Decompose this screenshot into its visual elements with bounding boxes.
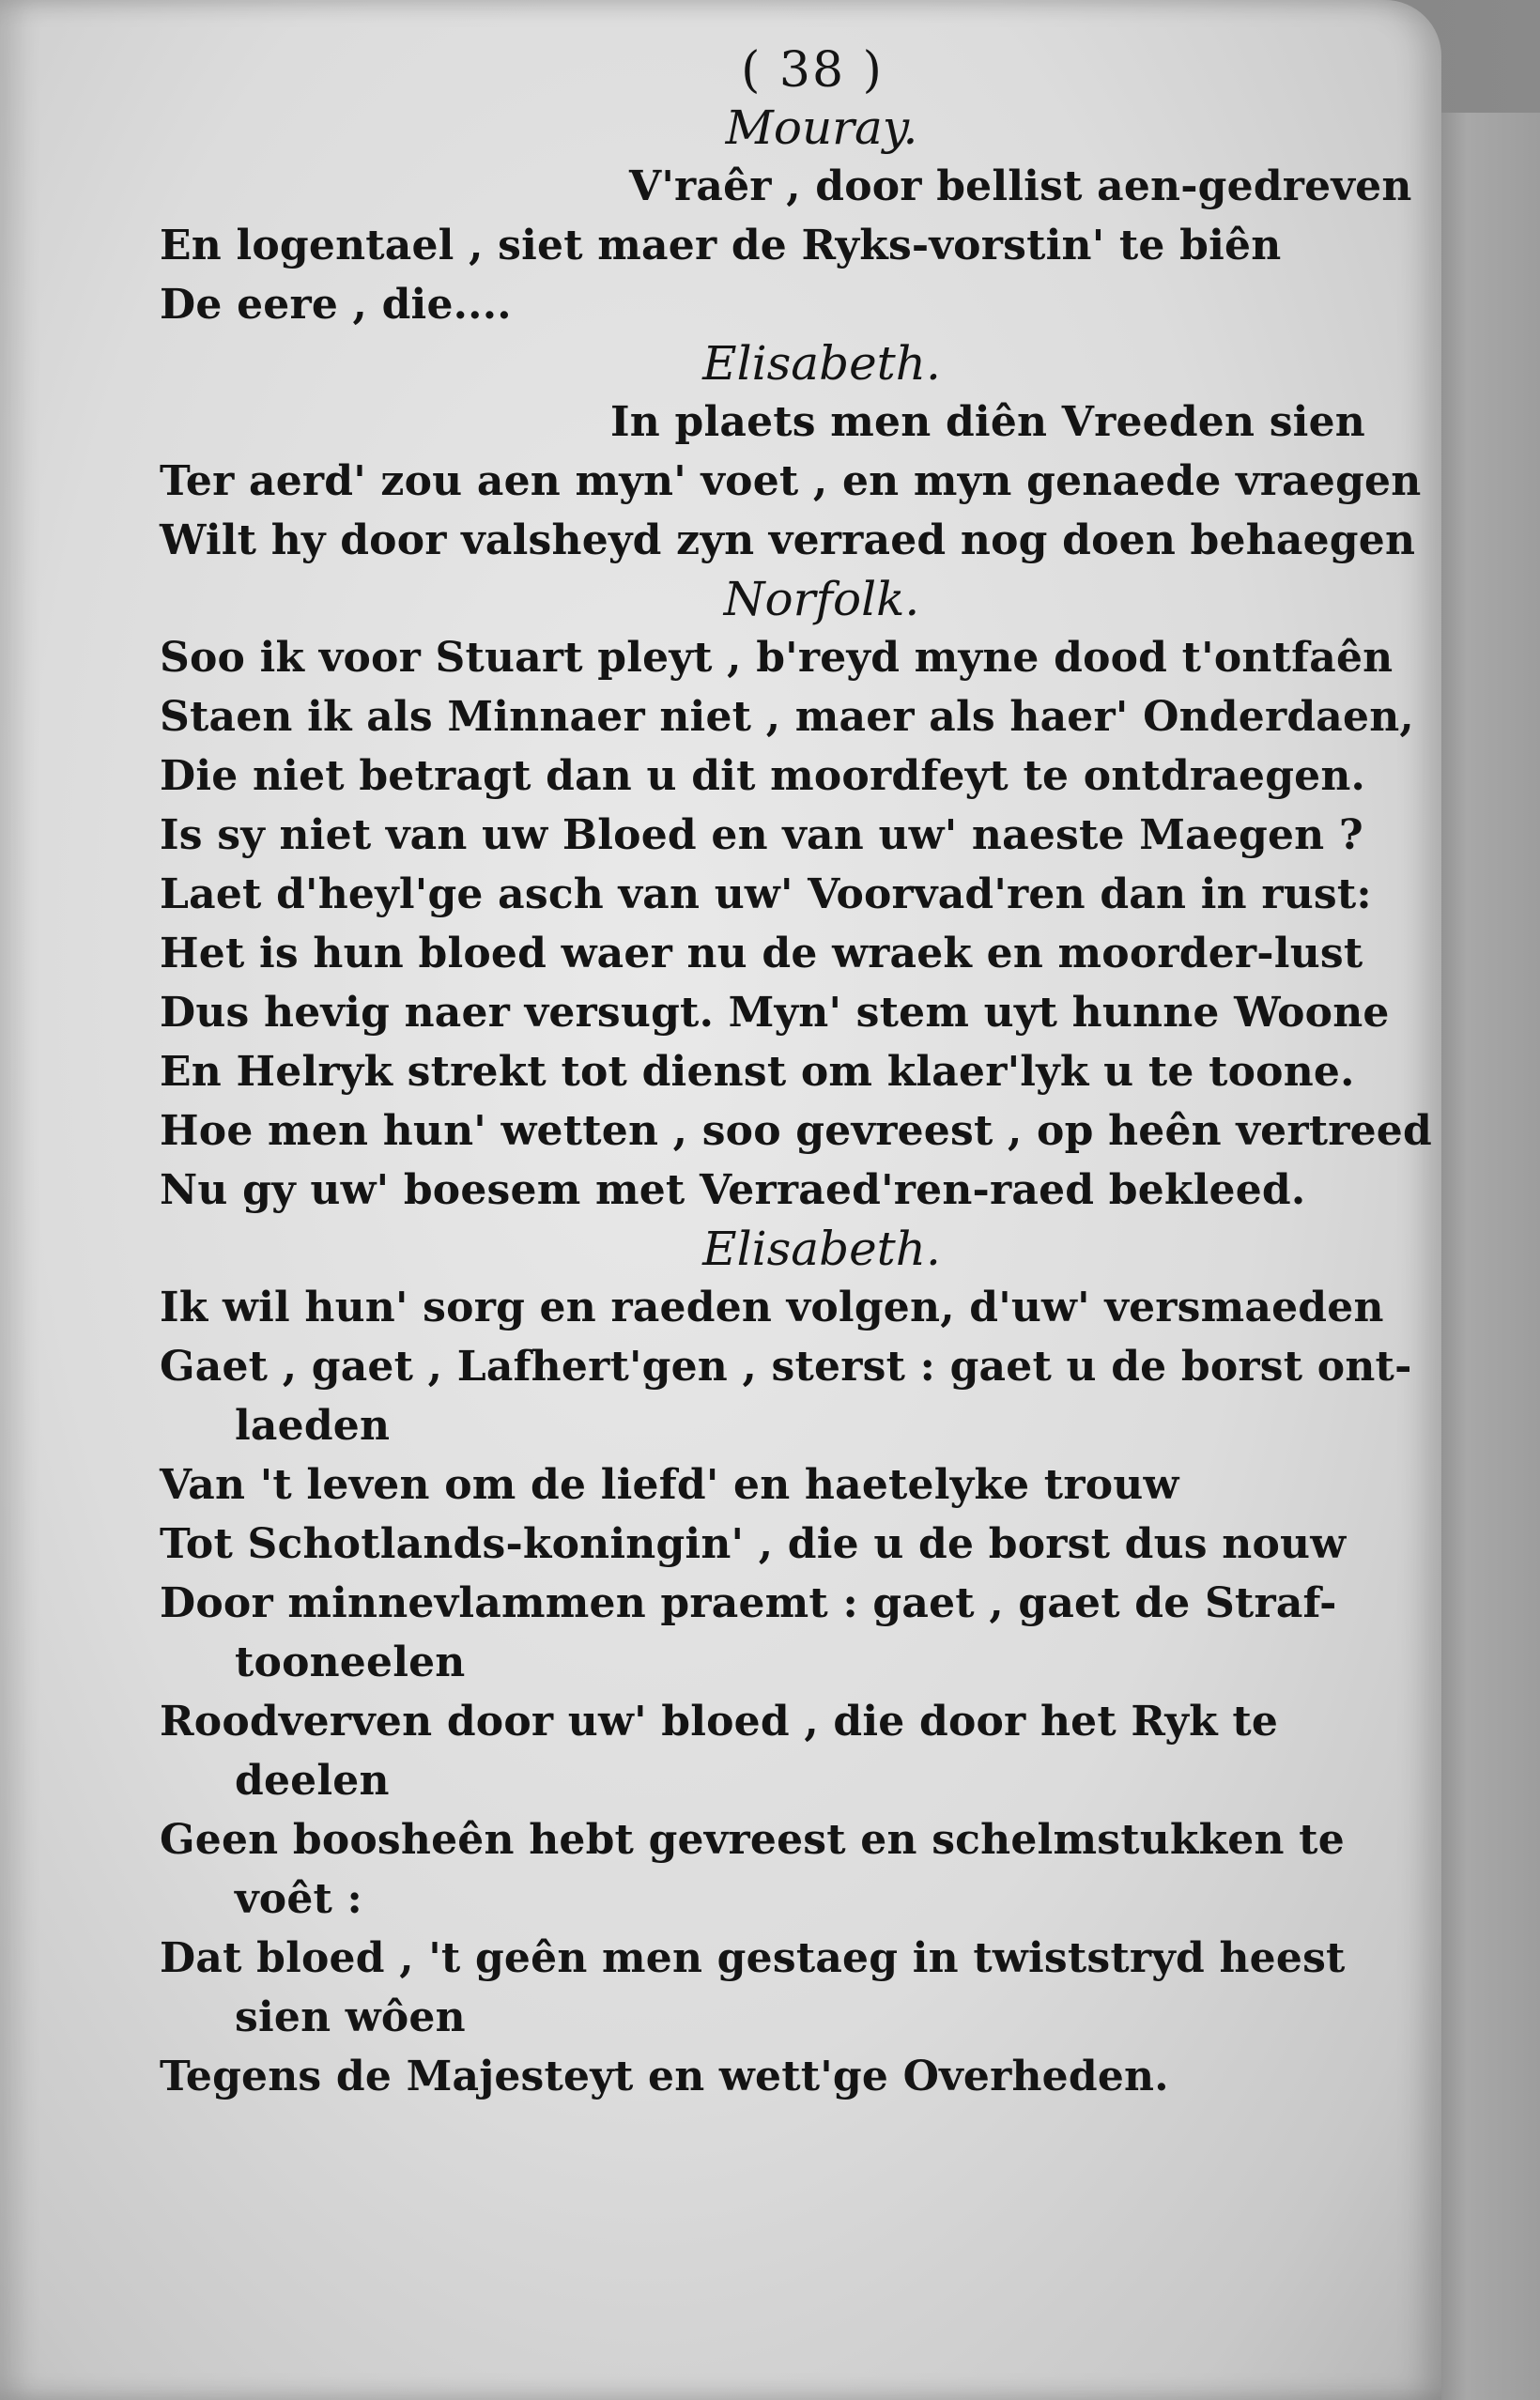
- verse-line: Staen ik als Minnaer niet , maer als haer' Onderdaen,: [160, 693, 1414, 741]
- verse-line: sien wôen: [235, 1993, 466, 2041]
- verse-line: deelen: [235, 1757, 390, 1805]
- verse-line: De eere , die....: [160, 281, 512, 329]
- verse-line: In plaets men diên Vreeden sien: [610, 398, 1365, 446]
- verse-line: Het is hun bloed waer nu de wraek en moorder-lust: [160, 930, 1363, 977]
- verse-line: En logentael , siet maer de Ryks-vorstin' te biên: [160, 222, 1282, 269]
- verse-line: Nu gy uw' boesem met Verraed'ren-raed bekleed.: [160, 1166, 1306, 1214]
- verse-line: V'raêr , door bellist aen-gedreven: [629, 162, 1412, 210]
- verse-line: Gaet , gaet , Lafhert'gen , sterst : gaet u de borst ont-: [160, 1343, 1412, 1391]
- speech-block: [160, 99, 1412, 334]
- dialogue-blocks: [160, 99, 1432, 2106]
- verse-line: Soo ik voor Stuart pleyt , b'reyd myne dood t'ontfaên: [160, 634, 1394, 682]
- verse-line: Hoe men hun' wetten , soo gevreest , op heên vertreed: [160, 1107, 1432, 1155]
- verse-line: Laet d'heyl'ge asch van uw' Voorvad'ren dan in rust:: [160, 870, 1372, 918]
- page-number: ( 38 ): [741, 42, 884, 99]
- verse-line: Geen boosheên hebt gevreest en schelmstukken te: [160, 1816, 1345, 1864]
- page-text: [160, 42, 1432, 2106]
- verse-line: Wilt hy door valsheyd zyn verraed nog doen behaegen: [160, 516, 1416, 564]
- speaker-name: Elisabeth.: [702, 336, 941, 391]
- speaker-name: Elisabeth.: [702, 1222, 941, 1276]
- verse-line: Dus hevig naer versugt. Myn' stem uyt hunne Woone: [160, 989, 1390, 1037]
- speaker-name: Norfolk.: [723, 572, 920, 626]
- speech-block: [160, 1220, 1412, 2106]
- verse-line: Is sy niet van uw Bloed en van uw' naeste Maegen ?: [160, 811, 1363, 859]
- verse-line: Dat bloed , 't geên men gestaeg in twiststryd heest: [160, 1934, 1346, 1982]
- verse-line: Door minnevlammen praemt : gaet , gaet de Straf-: [160, 1579, 1337, 1627]
- verse-line: Ik wil hun' sorg en raeden volgen, d'uw' versmaeden: [160, 1284, 1384, 1331]
- speech-block: [160, 334, 1422, 570]
- verse-line: Roodverven door uw' bloed , die door het Ryk te: [160, 1698, 1279, 1746]
- speaker-name: Mouray.: [725, 100, 918, 155]
- right-page-edge: [1427, 113, 1540, 2400]
- verse-line: En Helryk strekt tot dienst om klaer'lyk u te toone.: [160, 1048, 1355, 1096]
- verse-line: tooneelen: [235, 1638, 466, 1686]
- verse-line: laeden: [235, 1402, 391, 1450]
- verse-line: voêt :: [235, 1875, 362, 1923]
- verse-line: Van 't leven om de liefd' en haetelyke trouw: [160, 1461, 1179, 1509]
- verse-line: Tot Schotlands-koningin' , die u de borst dus nouw: [160, 1520, 1347, 1568]
- speech-block: [160, 570, 1432, 1220]
- verse-line: Die niet betragt dan u dit moordfeyt te ontdraegen.: [160, 752, 1366, 800]
- verse-line: Tegens de Majesteyt en wett'ge Overheden.: [160, 2053, 1169, 2100]
- verse-line: Ter aerd' zou aen myn' voet , en myn genaede vraegen: [160, 457, 1422, 505]
